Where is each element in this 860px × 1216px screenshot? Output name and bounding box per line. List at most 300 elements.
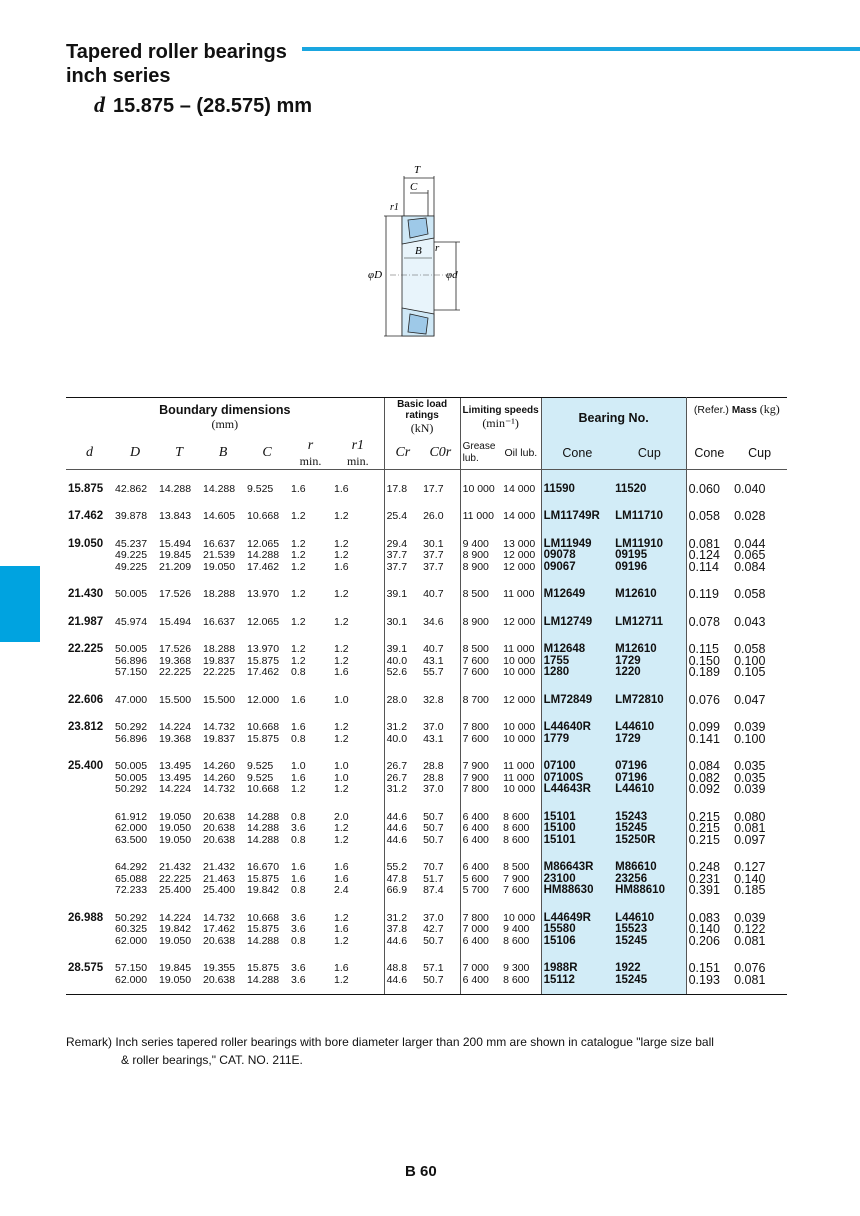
cell-r1: 1.2: [334, 732, 349, 745]
cell-oil: 8 600: [503, 810, 530, 823]
cell-Cr: 44.6: [384, 975, 421, 987]
cell-B: 19.050: [203, 560, 236, 573]
table-row: [66, 644, 787, 656]
cell-r: 0.8: [291, 666, 306, 678]
col-d: d: [66, 438, 113, 470]
cell-C: 14.288: [247, 833, 280, 846]
cell-cup: 1922: [613, 963, 686, 975]
cell-D: 50.005: [115, 643, 148, 655]
cell-B: 14.605: [203, 510, 236, 522]
cell-grease: 5 700: [460, 885, 501, 897]
col-r: r min.: [289, 438, 332, 470]
cell-T: 14.224: [159, 783, 192, 795]
cell-m-cone: 0.206: [688, 933, 720, 948]
cell-oil: 11 000: [503, 643, 535, 655]
cell-oil: 7 900: [503, 872, 530, 885]
cell-d: 22.225: [68, 643, 104, 655]
cell-cone: 09067: [541, 562, 613, 574]
cell-D: 49.225: [115, 549, 148, 561]
cell-cup: LM11710: [613, 511, 686, 523]
cell-cone: 15112: [541, 975, 613, 987]
cell-D: 45.237: [115, 537, 148, 550]
cell-D: 49.225: [115, 560, 148, 573]
cell-oil: 14 000: [503, 510, 536, 522]
cell-m-cup: 0.044: [734, 536, 766, 551]
col-T: T: [157, 438, 201, 470]
cell-B: 14.732: [203, 721, 236, 733]
cell-oil: 10 000: [503, 783, 536, 795]
cell-m-cone: 0.215: [688, 809, 720, 824]
bearing-no-header: [541, 398, 686, 438]
cell-cup: 15245: [613, 823, 686, 835]
cell-r: 0.8: [291, 732, 306, 745]
cell-C: 10.668: [247, 721, 280, 733]
cell-d: 15.875: [68, 482, 104, 495]
boundary-unit: (mm): [211, 417, 239, 432]
table-row: [66, 823, 787, 835]
cell-D: 56.896: [115, 654, 148, 667]
cell-B: 14.260: [203, 771, 236, 784]
cell-m-cone: 0.141: [688, 731, 720, 746]
cell-d: [66, 562, 113, 574]
cell-m-cone: 0.084: [688, 759, 720, 773]
cell-D: 72.233: [115, 884, 148, 896]
cell-grease: 7 900: [460, 761, 501, 773]
cell-cup: 07196: [613, 773, 686, 785]
table-row: [66, 589, 787, 601]
cell-grease: 8 700: [460, 695, 501, 707]
cell-B: 20.638: [203, 833, 236, 846]
remark: [66, 1033, 786, 1069]
cell-r1: 1.0: [334, 771, 349, 784]
cell-m-cone: 0.078: [688, 614, 720, 629]
cell-T: 21.432: [159, 861, 192, 873]
table-row: [66, 835, 787, 847]
cell-r: 0.8: [291, 934, 306, 947]
mass-header: [686, 398, 787, 438]
cell-T: 14.224: [159, 911, 192, 924]
cell-cone: 07100: [541, 761, 613, 773]
cell-r1: 1.2: [334, 510, 349, 522]
cell-Cr: 55.2: [384, 862, 421, 874]
cell-T: 14.224: [159, 721, 192, 733]
cell-T: 13.843: [159, 510, 192, 522]
cell-r: 1.2: [291, 510, 306, 522]
mass-unit: (kg): [759, 402, 780, 416]
cell-r: 1.2: [291, 783, 306, 795]
cell-d: 22.606: [68, 693, 104, 706]
cell-r1: 1.6: [334, 962, 349, 974]
cell-d: [66, 885, 113, 897]
cell-C0r: 30.1: [423, 537, 444, 550]
cell-T: 17.526: [159, 588, 192, 600]
cell-cone: M12648: [541, 644, 613, 656]
cell-r: 3.6: [291, 911, 306, 924]
cell-C0r: 50.7: [423, 810, 444, 823]
cell-r: 1.2: [291, 654, 306, 667]
cell-C0r: 37.7: [423, 549, 444, 561]
cell-oil: 10 000: [503, 721, 536, 733]
col-D: D: [113, 438, 157, 470]
cell-Cr: 26.7: [384, 761, 421, 773]
load-title: Basic load ratings: [397, 399, 448, 422]
cell-grease: 6 400: [460, 936, 501, 948]
cell-r1: 2.0: [334, 810, 349, 823]
cell-D: 60.325: [115, 923, 148, 935]
label-d: φd: [446, 269, 458, 281]
cell-r: 0.8: [291, 810, 306, 823]
cell-T: 19.368: [159, 654, 192, 667]
cell-m-cup: 0.058: [734, 642, 766, 656]
cell-oil: 11 000: [503, 760, 535, 772]
cell-C: 17.462: [247, 560, 280, 573]
label-C: C: [410, 181, 418, 193]
cell-m-cup: 0.140: [734, 871, 766, 886]
cell-oil: 11 000: [503, 588, 535, 600]
label-r: r: [435, 242, 440, 254]
mass-title: Mass: [731, 405, 757, 416]
cell-C0r: 50.7: [423, 973, 444, 986]
title-rule: [302, 47, 860, 51]
cell-C: 15.875: [247, 654, 280, 667]
cell-D: 62.000: [115, 822, 148, 834]
cell-C0r: 70.7: [423, 861, 444, 873]
cell-m-cone: 0.150: [688, 653, 720, 668]
cell-r1: 1.2: [334, 537, 349, 550]
cell-D: 47.000: [115, 693, 148, 706]
table-body: [66, 470, 787, 995]
cell-d: 25.400: [68, 760, 104, 772]
cell-m-cup: 0.081: [734, 933, 766, 948]
cell-d: [66, 823, 113, 835]
cell-r: 0.8: [291, 884, 306, 896]
cell-oil: 12 000: [503, 549, 536, 561]
cell-Cr: 48.8: [384, 963, 421, 975]
cell-grease: 6 400: [460, 823, 501, 835]
cell-D: 42.862: [115, 482, 148, 495]
cell-r: 1.2: [291, 615, 306, 628]
cell-d: 21.987: [68, 615, 104, 628]
cell-grease: 5 600: [460, 874, 501, 886]
cell-T: 19.050: [159, 973, 192, 986]
cell-C: 13.970: [247, 588, 280, 600]
cell-grease: 7 600: [460, 734, 501, 746]
cell-B: 17.462: [203, 923, 236, 935]
cell-cup: 1729: [613, 734, 686, 746]
cell-cone: 15580: [541, 924, 613, 936]
cell-cup: 09196: [613, 562, 686, 574]
cell-grease: 11 000: [460, 511, 501, 523]
cell-cone: L44649R: [541, 913, 613, 925]
cell-Cr: 28.0: [384, 695, 421, 707]
table-row: [66, 734, 787, 746]
cell-m-cup: 0.084: [734, 559, 766, 574]
cell-grease: 6 400: [460, 835, 501, 847]
cell-r1: 1.0: [334, 693, 349, 706]
bore-symbol: d: [94, 92, 105, 117]
cell-cup: M86610: [613, 862, 686, 874]
cell-B: 19.355: [203, 962, 236, 974]
cell-Cr: 47.8: [384, 874, 421, 886]
cell-cone: 1755: [541, 656, 613, 668]
page-title: [66, 40, 287, 88]
cell-grease: 7 600: [460, 667, 501, 679]
col-oil: Oil lub.: [501, 438, 541, 470]
cell-r1: 1.0: [334, 760, 349, 772]
mass-refer: (Refer.): [693, 404, 729, 416]
cell-Cr: 25.4: [384, 511, 421, 523]
col-C: C: [245, 438, 289, 470]
limiting-speeds-header: [460, 398, 541, 438]
cell-m-cup: 0.039: [734, 782, 766, 796]
cell-D: 62.000: [115, 973, 148, 986]
cell-r: 1.2: [291, 588, 306, 600]
boundary-dimensions-header: [66, 398, 384, 438]
cell-r1: 1.2: [334, 911, 349, 924]
cell-r1: 1.2: [334, 549, 349, 561]
cell-C0r: 37.0: [423, 721, 444, 733]
cell-m-cup: 0.035: [734, 770, 766, 785]
cell-Cr: 44.6: [384, 823, 421, 835]
table-row: [66, 975, 787, 987]
cell-grease: 7 800: [460, 913, 501, 925]
cell-r1: 1.2: [334, 973, 349, 986]
cell-C0r: 40.7: [423, 643, 444, 655]
cell-B: 21.463: [203, 872, 236, 885]
cell-C: 16.670: [247, 861, 280, 873]
cell-T: 15.494: [159, 615, 192, 628]
cell-C0r: 57.1: [423, 962, 444, 974]
table-row: [66, 511, 787, 523]
table-row: [66, 761, 787, 773]
title-line-2: inch series: [66, 65, 171, 87]
cell-oil: 12 000: [503, 615, 536, 628]
cell-Cr: 31.2: [384, 784, 421, 796]
speeds-title: Limiting speeds: [462, 404, 539, 416]
table-row: [66, 885, 787, 897]
cell-r: 1.6: [291, 861, 306, 873]
cell-d: 19.050: [68, 537, 104, 550]
cell-grease: 6 400: [460, 862, 501, 874]
cell-Cr: 44.6: [384, 936, 421, 948]
title-line-1: Tapered roller bearings: [66, 41, 287, 63]
cell-cone: L44640R: [541, 722, 613, 734]
cell-cup: 07196: [613, 761, 686, 773]
cell-grease: 7 000: [460, 924, 501, 936]
cell-cone: LM12749: [541, 617, 613, 629]
cell-cone: HM88630: [541, 885, 613, 897]
cell-C: 17.462: [247, 666, 280, 678]
cell-d: [66, 936, 113, 948]
cell-m-cup: 0.127: [734, 860, 766, 874]
cell-T: 21.209: [159, 560, 192, 573]
cell-d: [66, 862, 113, 874]
cell-d: 23.812: [68, 721, 104, 733]
cell-oil: 12 000: [503, 560, 536, 573]
cell-C0r: 17.7: [423, 482, 444, 495]
cell-m-cup: 0.081: [734, 821, 766, 835]
cell-cup: L44610: [613, 784, 686, 796]
cell-m-cup: 0.080: [734, 809, 766, 824]
cell-T: 14.288: [159, 482, 192, 495]
cell-oil: 9 400: [503, 923, 530, 935]
cell-C0r: 43.1: [423, 732, 444, 745]
cell-m-cone: 0.215: [688, 821, 720, 835]
cell-r1: 1.2: [334, 783, 349, 795]
cell-cup: HM88610: [613, 885, 686, 897]
cell-r: 0.8: [291, 833, 306, 846]
cell-B: 22.225: [203, 666, 236, 678]
cell-m-cone: 0.231: [688, 871, 720, 886]
cell-Cr: 44.6: [384, 835, 421, 847]
col-Cr: Cr: [384, 438, 421, 470]
cell-grease: 7 000: [460, 963, 501, 975]
cell-r1: 1.6: [334, 872, 349, 885]
cell-B: 16.637: [203, 537, 236, 550]
cell-r: 1.6: [291, 872, 306, 885]
cell-grease: 8 900: [460, 550, 501, 562]
cell-m-cone: 0.193: [688, 972, 720, 987]
cell-m-cup: 0.040: [734, 481, 766, 496]
bore-range-heading: [94, 92, 312, 118]
cell-C0r: 26.0: [423, 510, 444, 522]
cell-m-cup: 0.185: [734, 883, 766, 897]
cell-m-cone: 0.082: [688, 770, 720, 785]
cell-d: [66, 835, 113, 847]
cell-Cr: 40.0: [384, 734, 421, 746]
cell-d: 26.988: [68, 911, 104, 924]
cell-D: 50.292: [115, 721, 148, 733]
cell-B: 14.288: [203, 482, 236, 495]
cell-cup: 15245: [613, 936, 686, 948]
cell-Cr: 40.0: [384, 656, 421, 668]
cell-T: 19.842: [159, 923, 192, 935]
cell-d: [66, 773, 113, 785]
cell-T: 15.494: [159, 537, 192, 550]
cell-d: [66, 734, 113, 746]
cell-Cr: 26.7: [384, 773, 421, 785]
cell-oil: 11 000: [503, 771, 535, 784]
table-row: [66, 617, 787, 629]
cell-oil: 8 500: [503, 861, 530, 873]
cell-C: 19.842: [247, 884, 280, 896]
cell-r1: 1.2: [334, 822, 349, 834]
cell-T: 13.495: [159, 760, 192, 772]
cell-B: 18.288: [203, 588, 236, 600]
cell-T: 15.500: [159, 693, 192, 706]
cell-d: 17.462: [68, 510, 104, 522]
cell-oil: 14 000: [503, 482, 536, 495]
cell-D: 65.088: [115, 872, 148, 885]
cell-cone: 1988R: [541, 963, 613, 975]
table-row: [66, 924, 787, 936]
cell-d: [66, 924, 113, 936]
cell-oil: 8 600: [503, 833, 530, 846]
cell-cone: 1280: [541, 667, 613, 679]
cell-r: 1.6: [291, 721, 306, 733]
cell-cone: LM72849: [541, 695, 613, 707]
cell-m-cone: 0.114: [688, 559, 719, 574]
cell-C: 10.668: [247, 911, 280, 924]
cell-D: 62.000: [115, 934, 148, 947]
cell-r1: 1.6: [334, 560, 349, 573]
speeds-unit: (min⁻¹): [482, 415, 519, 430]
cell-C0r: 43.1: [423, 654, 444, 667]
cell-r1: 1.6: [334, 861, 349, 873]
cell-T: 19.845: [159, 962, 192, 974]
cell-r1: 1.6: [334, 482, 349, 495]
cell-cup: M12610: [613, 644, 686, 656]
cell-C: 15.875: [247, 732, 280, 745]
cell-B: 19.837: [203, 732, 236, 745]
cell-D: 56.896: [115, 732, 148, 745]
cell-D: 50.292: [115, 783, 148, 795]
cell-T: 19.050: [159, 833, 192, 846]
cell-m-cup: 0.035: [734, 759, 766, 773]
bearing-table: [66, 397, 787, 995]
cell-grease: 7 600: [460, 656, 501, 668]
cell-C: 10.668: [247, 783, 280, 795]
cell-cone: LM11749R: [541, 511, 613, 523]
cell-m-cone: 0.151: [688, 961, 720, 975]
cell-Cr: 31.2: [384, 913, 421, 925]
cell-T: 19.050: [159, 810, 192, 823]
cell-grease: 10 000: [460, 484, 501, 496]
cell-r: 1.2: [291, 560, 306, 573]
cell-cup: M12610: [613, 589, 686, 601]
cell-C0r: 34.6: [423, 615, 444, 628]
cell-T: 19.050: [159, 822, 192, 834]
cell-oil: 12 000: [503, 693, 536, 706]
cell-m-cone: 0.060: [688, 481, 720, 496]
cell-cup: L44610: [613, 722, 686, 734]
cell-r1: 2.4: [334, 884, 349, 896]
cell-C: 9.525: [247, 482, 274, 495]
label-B: B: [415, 245, 422, 257]
cell-d: [66, 784, 113, 796]
cell-m-cone: 0.092: [688, 782, 720, 796]
cell-C0r: 42.7: [423, 923, 444, 935]
cell-m-cone: 0.391: [688, 883, 720, 897]
cell-cup: 15245: [613, 975, 686, 987]
cell-grease: 8 500: [460, 589, 501, 601]
cell-C: 15.875: [247, 872, 280, 885]
cell-d: [66, 656, 113, 668]
cell-m-cone: 0.189: [688, 665, 720, 679]
cell-r1: 1.6: [334, 923, 349, 935]
cell-cup: 15250R: [613, 835, 686, 847]
cell-B: 14.260: [203, 760, 236, 772]
cell-cup: 1220: [613, 667, 686, 679]
cell-B: 20.638: [203, 934, 236, 947]
label-D: φD: [368, 269, 383, 281]
cell-r: 3.6: [291, 973, 306, 986]
cell-r1: 1.2: [334, 934, 349, 947]
cell-B: 20.638: [203, 810, 236, 823]
label-T: T: [414, 164, 421, 176]
cell-Cr: 44.6: [384, 812, 421, 824]
cell-B: 21.539: [203, 549, 236, 561]
cell-Cr: 37.7: [384, 562, 421, 574]
cell-D: 39.878: [115, 510, 148, 522]
cell-oil: 8 600: [503, 822, 530, 834]
cell-grease: 6 400: [460, 975, 501, 987]
cell-m-cup: 0.039: [734, 720, 766, 734]
cell-C0r: 32.8: [423, 693, 444, 706]
cell-cone: 07100S: [541, 773, 613, 785]
cell-cup: LM72810: [613, 695, 686, 707]
cell-r: 1.0: [291, 760, 306, 772]
